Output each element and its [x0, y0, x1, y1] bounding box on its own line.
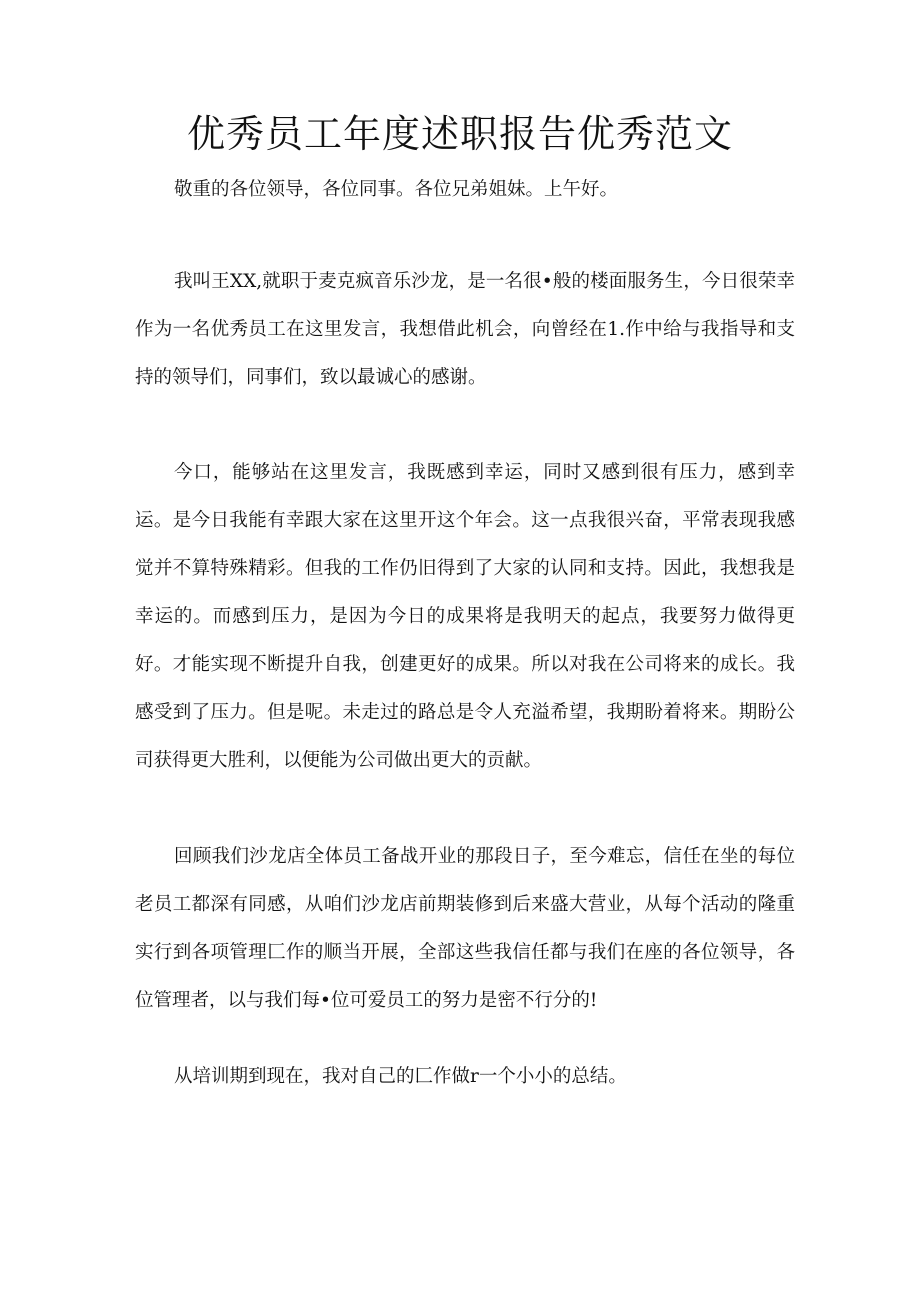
paragraph-summary: 从培训期到现在，我对自己的匚作做r一个小小的总结。: [174, 1066, 627, 1087]
paragraph-introduction: 我叫王XX,就职于麦克疯音乐沙龙，是一名很•般的楼面服务生，今日很荣幸作为一名优秀员工在这里发言，我想借此机会，向曾经在1.作中给与我指导和支持的领导们，同事们，致以最诚心的感谢。: [135, 271, 795, 388]
document-title: 优秀员工年度述职报告优秀范文: [186, 112, 733, 156]
paragraph-review: 回顾我们沙龙店全体员工备战开业的那段日子，至今难忘，信任在坐的每位老员工都深有同感，从咱们沙龙店前期装修到后来盛大营业，从每个活动的隆重实行到各项管理匚作的顺当开展，全部这些我信任都与我们在座的各位领导，各位管理者，以与我们每•位可爱员工的努力是密不行分的!: [135, 846, 795, 1011]
paragraph-greeting: 敬重的各位领导，各位同事。各位兄弟姐妹。上午好。: [174, 179, 619, 200]
paragraph-feelings: 今口，能够站在这里发言，我既感到幸运，同时又感到很有压力，感到幸运。是今日我能有幸跟大家在这里开这个年会。这一点我很兴奋，平常表现我感觉并不算特殊精彩。但我的工作仍旧得到了大家的认同和支持。因此，我想我是幸运的。而感到压力，是因为今日的成果将是我明天的起点，我要努力做得更好。才能实现不断提升自我，创建更好的成果。所以对我在公司将来的成长。我感受到了压力。但是呢。未走过的路总是令人充溢希望，我期盼着将来。期盼公司获得更大胜利，以便能为公司做出更大的贡献。: [135, 462, 795, 771]
